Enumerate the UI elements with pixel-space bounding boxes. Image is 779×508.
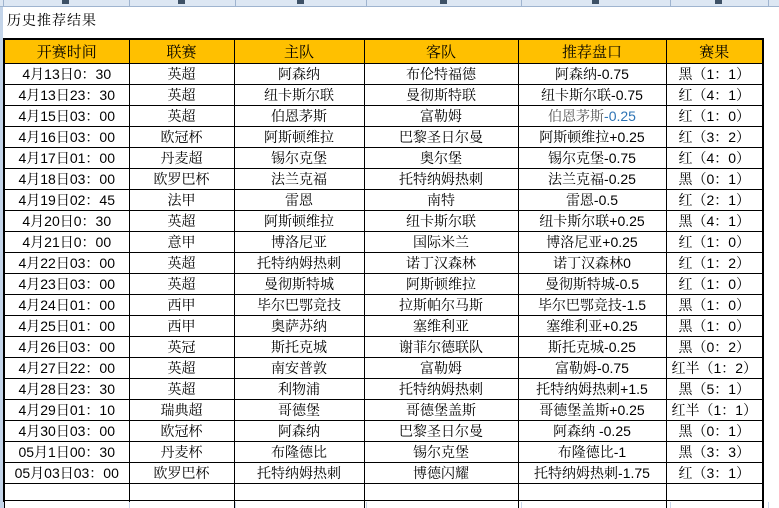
cell-handicap[interactable]: 富勒姆-0.75 (518, 358, 666, 379)
cell-handicap[interactable]: 伯恩茅斯-0.25 (518, 106, 666, 127)
empty-cell[interactable] (4, 484, 129, 501)
excel-column-header-strip (0, 0, 779, 7)
cell-result[interactable]: 红（1：0） (666, 106, 763, 127)
cell-league[interactable]: 英超 (129, 85, 234, 106)
cell-home[interactable]: 阿森纳 (234, 421, 364, 442)
cell-time[interactable]: 05月03日03：00 (4, 463, 129, 484)
cell-result[interactable]: 黑（1：1） (666, 64, 763, 85)
table-body (4, 64, 763, 508)
cell-time[interactable]: 4月17日01：00 (4, 148, 129, 169)
cell-handicap[interactable]: 毕尔巴鄂竞技-1.5 (518, 295, 666, 316)
cell-league[interactable]: 英超 (129, 106, 234, 127)
cell-home[interactable]: 斯托克城 (234, 337, 364, 358)
cell-time[interactable]: 4月13日0：30 (4, 64, 129, 85)
cell-time[interactable]: 4月21日0：00 (4, 232, 129, 253)
cell-result[interactable]: 红（2：1） (666, 190, 763, 211)
cell-time[interactable]: 4月24日01：00 (4, 295, 129, 316)
cell-home[interactable]: 伯恩茅斯 (234, 106, 364, 127)
cell-time[interactable]: 4月13日23：30 (4, 85, 129, 106)
table-row (4, 190, 763, 211)
cell-league[interactable]: 英超 (129, 64, 234, 85)
cell-home[interactable]: 南安普敦 (234, 358, 364, 379)
cell-result[interactable]: 红（4：1） (666, 85, 763, 106)
cell-handicap[interactable]: 布隆德比-1 (518, 442, 666, 463)
table-row (4, 337, 763, 358)
empty-cell[interactable] (364, 484, 518, 501)
cell-away[interactable]: 塞维利亚 (364, 316, 518, 337)
cell-league[interactable]: 英超 (129, 358, 234, 379)
cell-time[interactable]: 4月29日01：10 (4, 400, 129, 421)
cell-time[interactable]: 05月1日00：30 (4, 442, 129, 463)
empty-cell[interactable] (518, 501, 666, 508)
cell-home[interactable]: 哥德堡 (234, 400, 364, 421)
cell-home[interactable]: 雷恩 (234, 190, 364, 211)
cell-away[interactable]: 哥德堡盖斯 (364, 400, 518, 421)
cell-handicap[interactable]: 纽卡斯尔联-0.75 (518, 85, 666, 106)
cell-league[interactable]: 意甲 (129, 232, 234, 253)
table-row (4, 211, 763, 232)
empty-cell[interactable] (666, 484, 763, 501)
cell-result[interactable]: 红半（1：2） (666, 358, 763, 379)
results-table (3, 38, 764, 508)
cell-home[interactable]: 阿斯顿维拉 (234, 211, 364, 232)
table-row (4, 421, 763, 442)
cell-away[interactable]: 谢菲尔德联队 (364, 337, 518, 358)
cell-league[interactable]: 英超 (129, 274, 234, 295)
cell-away[interactable]: 阿斯顿维拉 (364, 274, 518, 295)
sheet-title: 历史推荐结果 (7, 12, 97, 28)
col-header-result[interactable]: 赛果 (666, 39, 763, 64)
cell-time[interactable]: 4月18日03：00 (4, 169, 129, 190)
table-row (4, 232, 763, 253)
cell-handicap[interactable]: 托特纳姆热刺-1.75 (518, 463, 666, 484)
empty-cell[interactable] (234, 501, 364, 508)
cell-result[interactable]: 红（3：2） (666, 127, 763, 148)
empty-cell[interactable] (234, 484, 364, 501)
table-row (4, 85, 763, 106)
cell-home[interactable]: 利物浦 (234, 379, 364, 400)
cell-away[interactable]: 富勒姆 (364, 106, 518, 127)
table-row (4, 463, 763, 484)
table-row (4, 253, 763, 274)
cell-away[interactable]: 布伦特福德 (364, 64, 518, 85)
cell-league[interactable]: 英超 (129, 379, 234, 400)
cell-away[interactable]: 托特纳姆热刺 (364, 169, 518, 190)
cell-result[interactable]: 黑（1：0） (666, 295, 763, 316)
cell-handicap[interactable]: 诺丁汉森林0 (518, 253, 666, 274)
cell-time[interactable]: 4月20日0：30 (4, 211, 129, 232)
empty-table-row (4, 501, 763, 508)
table-row (4, 148, 763, 169)
cell-home[interactable]: 毕尔巴鄂竞技 (234, 295, 364, 316)
table-row (4, 295, 763, 316)
cell-away[interactable]: 拉斯帕尔马斯 (364, 295, 518, 316)
col-header-handicap[interactable]: 推荐盘口 (518, 39, 666, 64)
cell-result[interactable]: 红（3：1） (666, 463, 763, 484)
table-row (4, 316, 763, 337)
cell-handicap[interactable]: 塞维利亚+0.25 (518, 316, 666, 337)
cell-result[interactable]: 黑（5：1） (666, 379, 763, 400)
empty-cell[interactable] (129, 484, 234, 501)
cell-away[interactable]: 博德闪耀 (364, 463, 518, 484)
cell-home[interactable]: 托特纳姆热刺 (234, 253, 364, 274)
cell-league[interactable]: 英冠 (129, 337, 234, 358)
empty-cell[interactable] (364, 501, 518, 508)
cell-home[interactable]: 博洛尼亚 (234, 232, 364, 253)
cell-league[interactable]: 欧冠杯 (129, 421, 234, 442)
cell-handicap[interactable]: 纽卡斯尔联+0.25 (518, 211, 666, 232)
col-header-away[interactable]: 客队 (364, 39, 518, 64)
cell-result[interactable]: 黑（4：1） (666, 211, 763, 232)
cell-away[interactable]: 南特 (364, 190, 518, 211)
cell-league[interactable]: 法甲 (129, 190, 234, 211)
cell-result[interactable]: 黑（0：2） (666, 337, 763, 358)
cell-league[interactable]: 丹麦杯 (129, 442, 234, 463)
table-row (4, 106, 763, 127)
cell-result[interactable]: 红（4：0） (666, 148, 763, 169)
empty-cell[interactable] (129, 501, 234, 508)
cell-handicap[interactable]: 阿森纳 -0.25 (518, 421, 666, 442)
cell-home[interactable]: 曼彻斯特城 (234, 274, 364, 295)
cell-league[interactable]: 西甲 (129, 295, 234, 316)
cell-result[interactable]: 黑（1：0） (666, 316, 763, 337)
cell-result[interactable]: 黑（0：1） (666, 169, 763, 190)
cell-time[interactable]: 4月15日03：00 (4, 106, 129, 127)
empty-cell[interactable] (4, 501, 129, 508)
cell-time[interactable]: 4月16日03：00 (4, 127, 129, 148)
table-row (4, 127, 763, 148)
cell-handicap[interactable]: 法兰克福-0.25 (518, 169, 666, 190)
cell-away[interactable]: 诺丁汉森林 (364, 253, 518, 274)
cell-league[interactable]: 欧罗巴杯 (129, 169, 234, 190)
cell-handicap[interactable]: 阿森纳-0.75 (518, 64, 666, 85)
empty-cell[interactable] (518, 484, 666, 501)
cell-away[interactable]: 托特纳姆热刺 (364, 379, 518, 400)
cell-home[interactable]: 阿斯顿维拉 (234, 127, 364, 148)
cell-result[interactable]: 黑（0：1） (666, 421, 763, 442)
cell-away[interactable]: 奥尔堡 (364, 148, 518, 169)
empty-cell[interactable] (666, 501, 763, 508)
cell-home[interactable]: 法兰克福 (234, 169, 364, 190)
cell-league[interactable]: 欧冠杯 (129, 127, 234, 148)
cell-league[interactable]: 英超 (129, 253, 234, 274)
cell-home[interactable]: 锡尔克堡 (234, 148, 364, 169)
col-header-league[interactable]: 联赛 (129, 39, 234, 64)
cell-away[interactable]: 曼彻斯特联 (364, 85, 518, 106)
cell-result[interactable]: 红半（1：1） (666, 400, 763, 421)
cell-handicap[interactable]: 托特纳姆热刺+1.5 (518, 379, 666, 400)
cell-away[interactable]: 富勒姆 (364, 358, 518, 379)
cell-handicap[interactable]: 博洛尼亚+0.25 (518, 232, 666, 253)
cell-handicap[interactable]: 哥德堡盖斯+0.25 (518, 400, 666, 421)
cell-league[interactable]: 西甲 (129, 316, 234, 337)
table-row (4, 400, 763, 421)
cell-time[interactable]: 4月28日23：30 (4, 379, 129, 400)
col-header-home[interactable]: 主队 (234, 39, 364, 64)
cell-time[interactable]: 4月23日03：00 (4, 274, 129, 295)
cell-handicap[interactable]: 锡尔克堡-0.75 (518, 148, 666, 169)
cell-time[interactable]: 4月30日03：00 (4, 421, 129, 442)
cell-away[interactable]: 锡尔克堡 (364, 442, 518, 463)
cell-time[interactable]: 4月27日22：00 (4, 358, 129, 379)
table-row (4, 442, 763, 463)
cell-league[interactable]: 英超 (129, 211, 234, 232)
cell-time[interactable]: 4月26日03：00 (4, 337, 129, 358)
cell-away[interactable]: 国际米兰 (364, 232, 518, 253)
cell-time[interactable]: 4月25日01：00 (4, 316, 129, 337)
cell-home[interactable]: 阿森纳 (234, 64, 364, 85)
table-row (4, 379, 763, 400)
table-row (4, 358, 763, 379)
cell-handicap[interactable]: 斯托克城-0.25 (518, 337, 666, 358)
cell-time[interactable]: 4月19日02：45 (4, 190, 129, 211)
cell-home[interactable]: 布隆德比 (234, 442, 364, 463)
cell-result[interactable]: 红（1：2） (666, 253, 763, 274)
cell-away[interactable]: 巴黎圣日尔曼 (364, 127, 518, 148)
table-row (4, 274, 763, 295)
empty-table-row (4, 484, 763, 501)
cell-league[interactable]: 欧罗巴杯 (129, 463, 234, 484)
cell-time[interactable]: 4月22日03：00 (4, 253, 129, 274)
cell-away[interactable]: 巴黎圣日尔曼 (364, 421, 518, 442)
cell-result[interactable]: 红（1：0） (666, 232, 763, 253)
cell-handicap[interactable]: 雷恩-0.5 (518, 190, 666, 211)
table-row (4, 64, 763, 85)
cell-league[interactable]: 丹麦超 (129, 148, 234, 169)
cell-home[interactable]: 奥萨苏纳 (234, 316, 364, 337)
cell-result[interactable]: 红（1：0） (666, 274, 763, 295)
header-row (4, 39, 763, 64)
cell-league[interactable]: 瑞典超 (129, 400, 234, 421)
cell-home[interactable]: 纽卡斯尔联 (234, 85, 364, 106)
table-row (4, 169, 763, 190)
cell-home[interactable]: 托特纳姆热刺 (234, 463, 364, 484)
cell-away[interactable]: 纽卡斯尔联 (364, 211, 518, 232)
cell-handicap[interactable]: 曼彻斯特城-0.5 (518, 274, 666, 295)
cell-handicap[interactable]: 阿斯顿维拉+0.25 (518, 127, 666, 148)
col-header-time[interactable]: 开赛时间 (4, 39, 129, 64)
cell-result[interactable]: 黑（3：3） (666, 442, 763, 463)
